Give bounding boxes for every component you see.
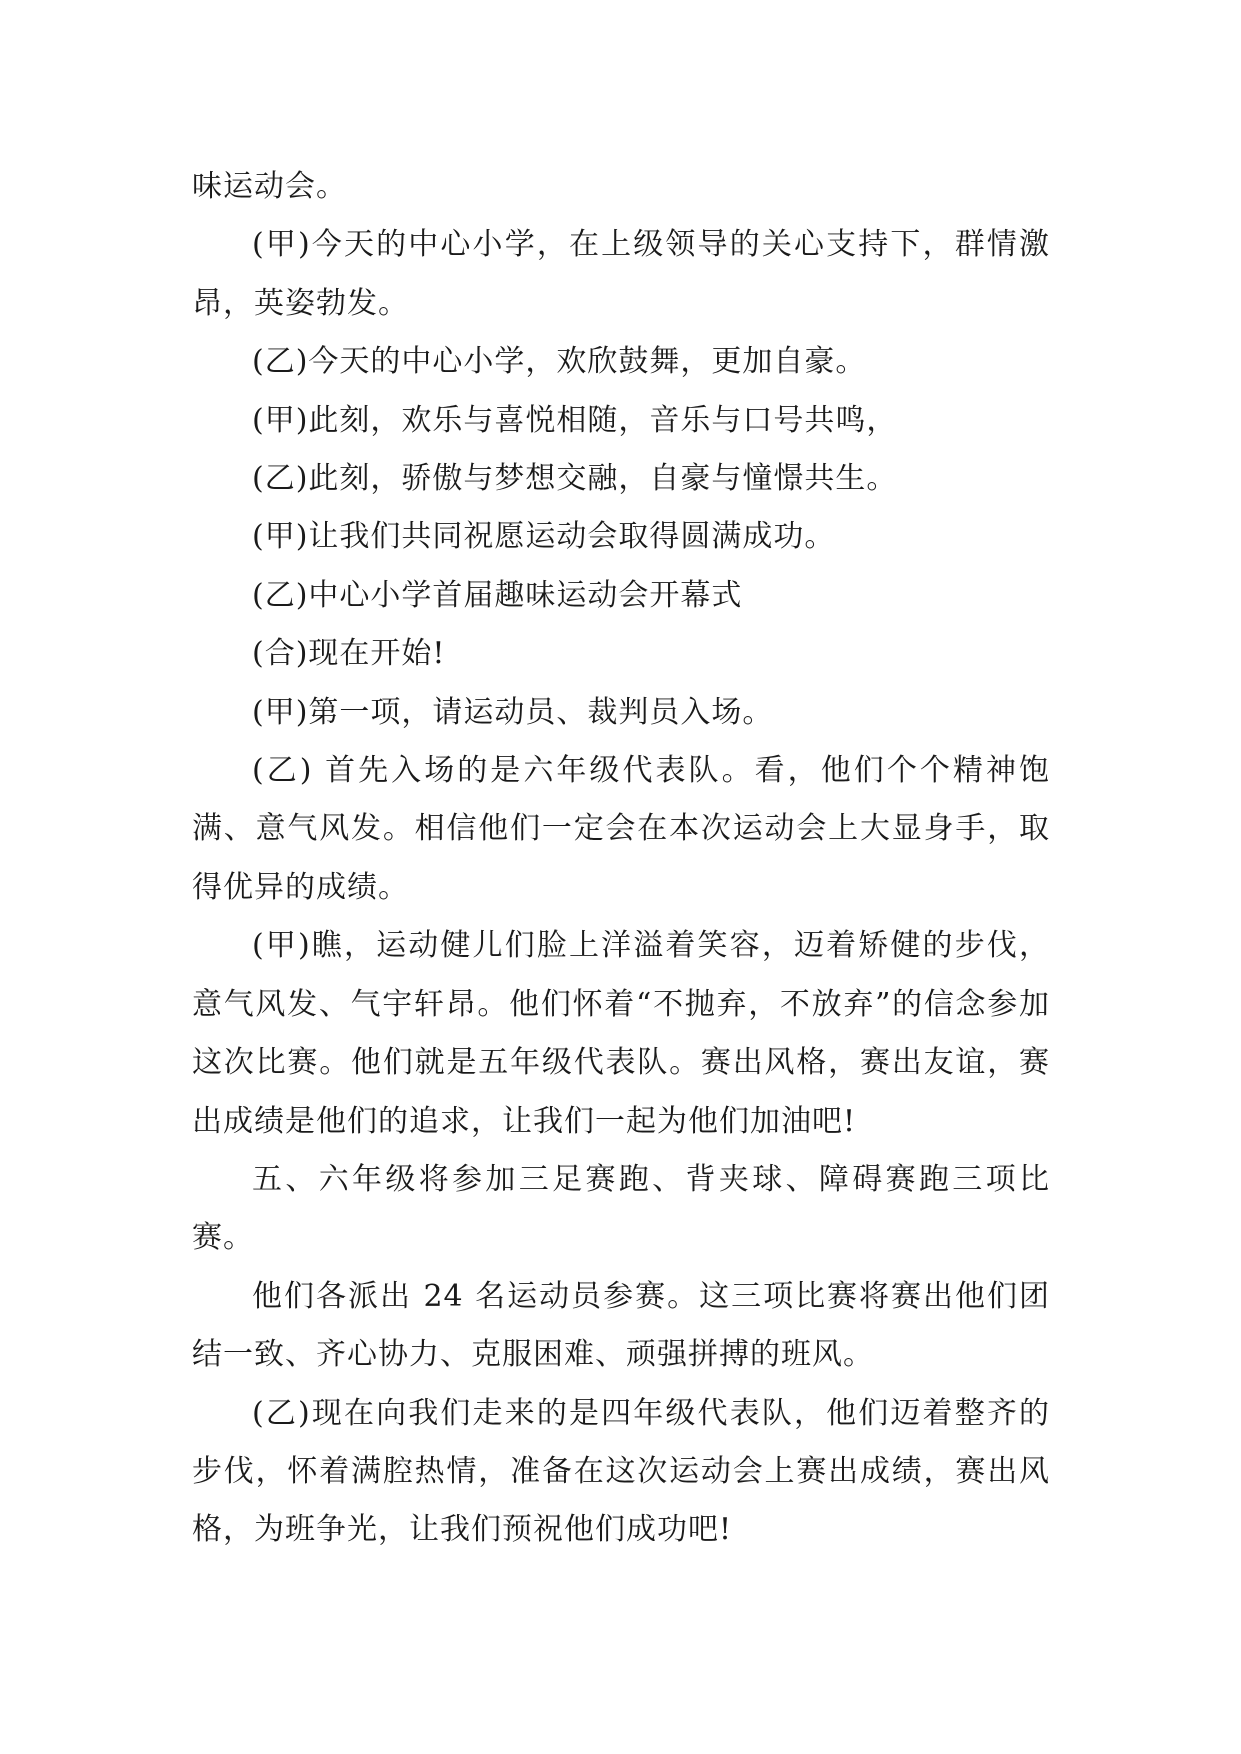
paragraph-2: (甲)今天的中心小学，在上级领导的关心支持下，群情激昂，英姿勃发。: [192, 227, 1050, 321]
paragraph-11: (甲)瞧，运动健儿们脸上洋溢着笑容，迈着矫健的步伐，意气风发、气宇轩昂。他们怀着“不抛弃，不放弃”的信念参加这次比赛。他们就是五年级代表队。赛出风格，赛出友谊，赛出成绩是他们的追求，让我们一起为他们加油吧!: [192, 928, 1050, 1139]
paragraph-9: (甲)第一项，请运动员、裁判员入场。: [252, 694, 774, 730]
paragraph-7: (乙)中心小学首届趣味运动会开幕式: [252, 577, 743, 613]
paragraph-8: (合)现在开始!: [252, 636, 446, 672]
paragraph-13: 他们各派出 24 名运动员参赛。这三项比赛将赛出他们团结一致、齐心协力、克服困难、顽强拼搏的班风。: [192, 1278, 1050, 1373]
paragraph-3: (乙)今天的中心小学，欢欣鼓舞，更加自豪。: [252, 344, 867, 380]
paragraph-10: (乙) 首先入场的是六年级代表队。看，他们个个精神饱满、意气风发。相信他们一定会在本次运动会上大显身手，取得优异的成绩。: [192, 753, 1050, 905]
document-body: [192, 158, 1050, 1560]
paragraph-12: 五、六年级将参加三足赛跑、背夹球、障碍赛跑三项比赛。: [192, 1161, 1050, 1256]
paragraph-6: (甲)让我们共同祝愿运动会取得圆满成功。: [252, 519, 836, 555]
paragraph-5: (乙)此刻，骄傲与梦想交融，自豪与憧憬共生。: [252, 461, 898, 497]
paragraph-14: (乙)现在向我们走来的是四年级代表队，他们迈着整齐的步伐，怀着满腔热情，准备在这次运动会上赛出成绩，赛出风格，为班争光，让我们预祝他们成功吧!: [192, 1395, 1050, 1548]
paragraph-4: (甲)此刻，欢乐与喜悦相随，音乐与口号共鸣，: [252, 402, 898, 438]
paragraph-1: 味运动会。: [192, 169, 347, 204]
